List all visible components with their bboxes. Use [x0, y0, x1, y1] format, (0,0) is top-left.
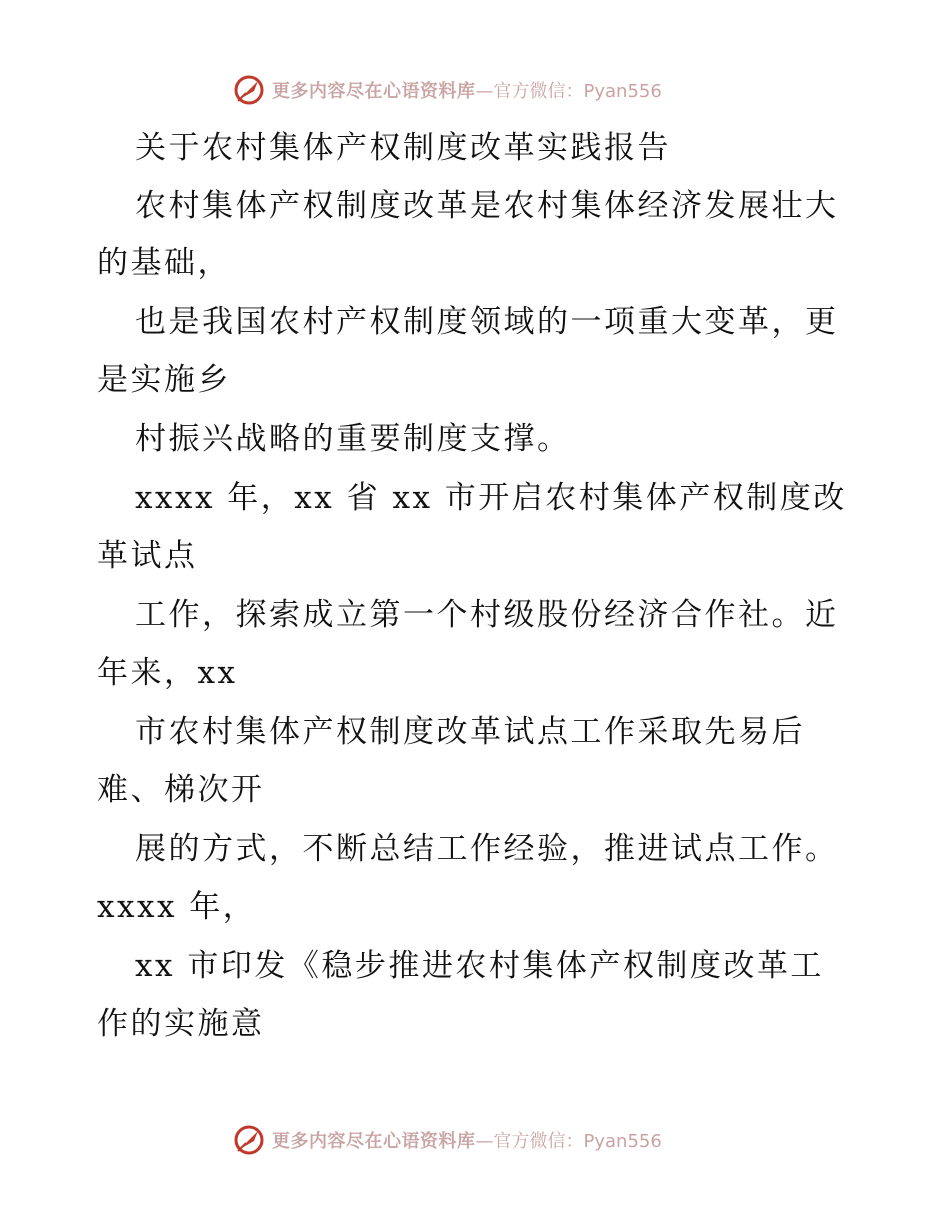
text-line: 村振兴战略的重要制度支撑。 [135, 421, 571, 457]
text-line: 也是我国农村产权制度领域的一项重大变革，更 [135, 304, 839, 340]
text-line: xxxx 年，xx 省 xx 市开启农村集体产权制度改 [135, 480, 847, 516]
text-line: 展的方式，不断总结工作经验，推进试点工作。 [135, 831, 839, 867]
banner-wechat-text: —官方微信：Pyan556 [475, 1131, 662, 1152]
text-line: 难、梯次开 [97, 772, 265, 808]
text-line: 工作，探索成立第一个村级股份经济合作社。近 [135, 597, 839, 633]
banner-brand-text: 更多内容尽在心语资料库 [272, 81, 476, 102]
banner-wechat-text: —官方微信：Pyan556 [475, 81, 662, 102]
text-line: 革试点 [97, 538, 198, 574]
text-line: 的基础， [97, 245, 231, 281]
text-line: 市农村集体产权制度改革试点工作采取先易后 [135, 714, 805, 750]
text-line: 年来，xx [97, 655, 238, 691]
text-line: 是实施乡 [97, 362, 231, 398]
footer-banner [232, 1122, 662, 1158]
banner-brand-text: 更多内容尽在心语资料库 [272, 1131, 476, 1152]
document-title: 关于农村集体产权制度改革实践报告 [135, 130, 671, 166]
text-line: 农村集体产权制度改革是农村集体经济发展壮大 [135, 188, 839, 224]
text-line: xxxx 年， [97, 889, 257, 925]
feather-pen-logo-icon [232, 1123, 266, 1157]
text-line: xx 市印发《稳步推进农村集体产权制度改革工 [135, 948, 824, 984]
feather-pen-logo-icon [232, 73, 266, 107]
text-line: 作的实施意 [97, 1006, 265, 1042]
header-banner [232, 72, 662, 108]
